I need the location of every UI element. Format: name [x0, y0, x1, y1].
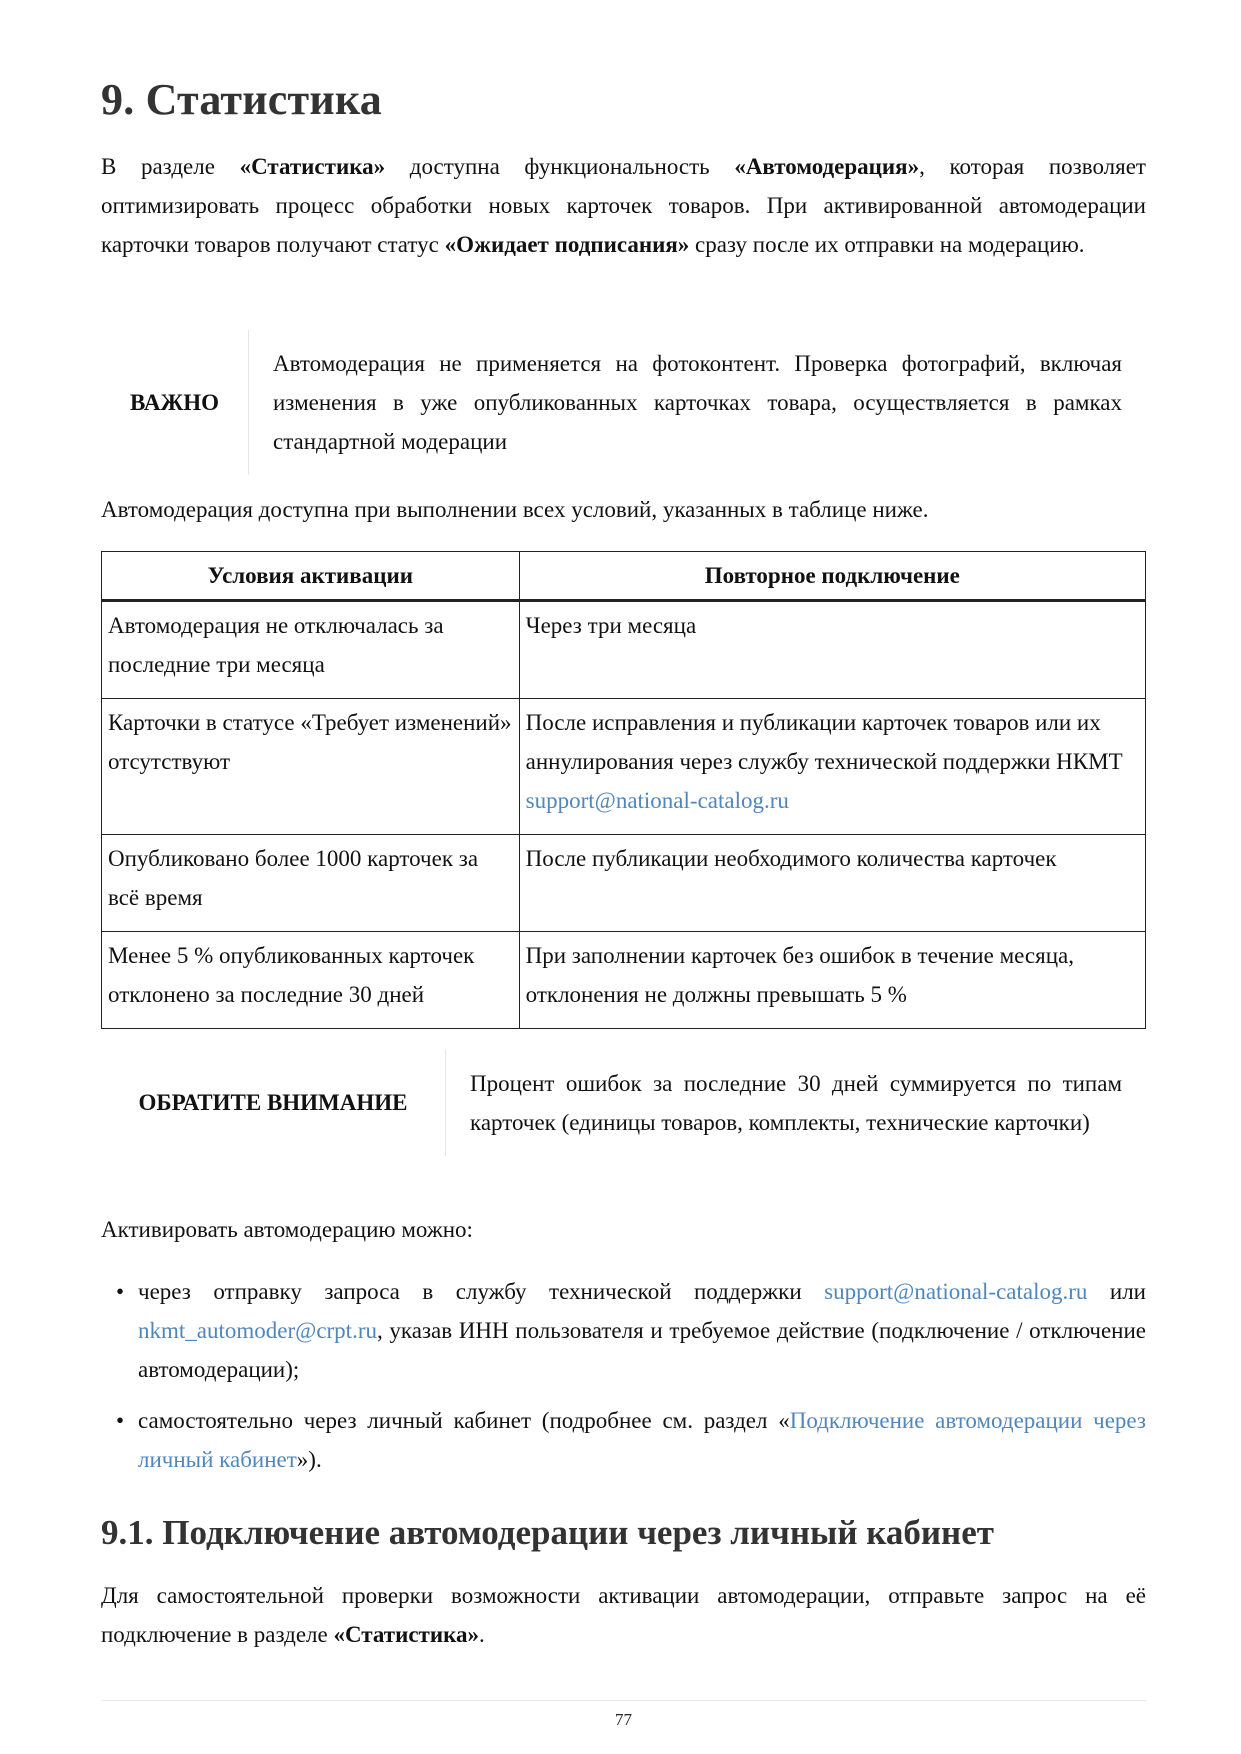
- way-text-3: , указав ИНН пользователя и требуемое действие (подключение / отключение автомодерации);: [138, 1318, 1146, 1382]
- subsection-text-end: .: [479, 1622, 485, 1647]
- reconnect-cell: [519, 835, 1145, 932]
- table-row: [102, 932, 1146, 1029]
- important-label: ВАЖНО: [129, 389, 220, 415]
- page-number: 77: [615, 1710, 632, 1729]
- reconnect-text: Через три месяца: [525, 613, 697, 638]
- intro-bold-automoderation: «Автомодерация»: [734, 154, 920, 179]
- support-email-link[interactable]: support@national-catalog.ru: [824, 1279, 1088, 1304]
- reconnect-cell: [519, 932, 1145, 1029]
- bullet-icon: •: [116, 1279, 125, 1304]
- header-reconnection: Повторное подключение: [519, 552, 1145, 601]
- activation-ways-list: [101, 1272, 1146, 1491]
- list-item: [101, 1272, 1146, 1389]
- activate-paragraph: Активировать автомодерацию можно:: [101, 1217, 473, 1242]
- table-header-row: [102, 552, 1146, 601]
- intro-text-1: В разделе: [101, 154, 240, 179]
- way-text-1: самостоятельно через личный кабинет (подробнее см. раздел «: [138, 1408, 790, 1433]
- important-callout: [101, 330, 1146, 475]
- intro-bold-awaiting-signing: «Ожидает подписания»: [444, 232, 690, 257]
- attention-label: ОБРАТИТЕ ВНИМАНИЕ: [138, 1090, 408, 1115]
- subsection-text: Для самостоятельной проверки возможности активации автомодерации, отправьте запрос на её подключение в разделе: [101, 1583, 1146, 1647]
- subsection-paragraph: [101, 1576, 1146, 1654]
- intro-paragraph: [101, 147, 1146, 264]
- attention-callout: [101, 1050, 1146, 1156]
- intro-text-4: сразу после их отправки на модерацию.: [689, 232, 1085, 257]
- reconnect-text: После публикации необходимого количества карточек: [525, 846, 1057, 871]
- condition-cell: Автомодерация не отключалась за последние три месяца: [102, 601, 520, 699]
- table-row: [102, 835, 1146, 932]
- reconnect-text: После исправления и публикации карточек товаров или их аннулирования через службу технической поддержки НКМТ: [525, 710, 1123, 774]
- table-row: [102, 601, 1146, 699]
- condition-cell: Карточки в статусе «Требует изменений» отсутствуют: [102, 699, 520, 835]
- section-cross-reference-link[interactable]: Подключение автомодерации через личный кабинет: [138, 1408, 1146, 1472]
- table-row: [102, 699, 1146, 835]
- reconnect-text: При заполнении карточек без ошибок в течение месяца, отклонения не должны превышать 5 %: [525, 943, 1074, 1007]
- way-text-2: »).: [296, 1447, 322, 1472]
- subsection-bold-statistics: «Статистика»: [333, 1622, 480, 1647]
- intro-text-2: доступна функциональность: [385, 154, 735, 179]
- list-item: [101, 1401, 1146, 1479]
- availability-paragraph: Автомодерация доступна при выполнении всех условий, указанных в таблице ниже.: [101, 497, 929, 522]
- way-text-1: через отправку запроса в службу технической поддержки: [138, 1279, 825, 1304]
- header-activation-conditions: Условия активации: [102, 552, 520, 601]
- way-text-2: или: [1087, 1279, 1146, 1304]
- condition-cell: Опубликовано более 1000 карточек за всё время: [102, 835, 520, 932]
- automoder-email-link[interactable]: nkmt_automoder@crpt.ru: [138, 1318, 377, 1343]
- support-email-link[interactable]: support@national-catalog.ru: [525, 788, 789, 813]
- condition-cell: Менее 5 % опубликованных карточек отклонено за последние 30 дней: [102, 932, 520, 1029]
- important-text: Автомодерация не применяется на фотоконтент. Проверка фотографий, включая изменения в уже опубликованных карточках товара, осуществляется в рамках стандартной модерации: [273, 351, 1122, 454]
- section-title: 9. Статистика: [101, 75, 382, 124]
- intro-bold-statistics: «Статистика»: [239, 154, 386, 179]
- bullet-icon: •: [116, 1408, 125, 1433]
- reconnect-cell: [519, 601, 1145, 699]
- footer-divider: [101, 1700, 1146, 1701]
- reconnect-cell: [519, 699, 1145, 835]
- subsection-title: 9.1. Подключение автомодерации через личный кабинет: [101, 1513, 994, 1552]
- conditions-table: [101, 551, 1146, 1029]
- attention-text: Процент ошибок за последние 30 дней суммируется по типам карточек (единицы товаров, комплекты, технические карточки): [470, 1071, 1122, 1135]
- intro-text-3: , которая позволяет оптимизировать процесс обработки новых карточек товаров. При активированной автомодерации карточки товаров получают статус: [101, 154, 1146, 257]
